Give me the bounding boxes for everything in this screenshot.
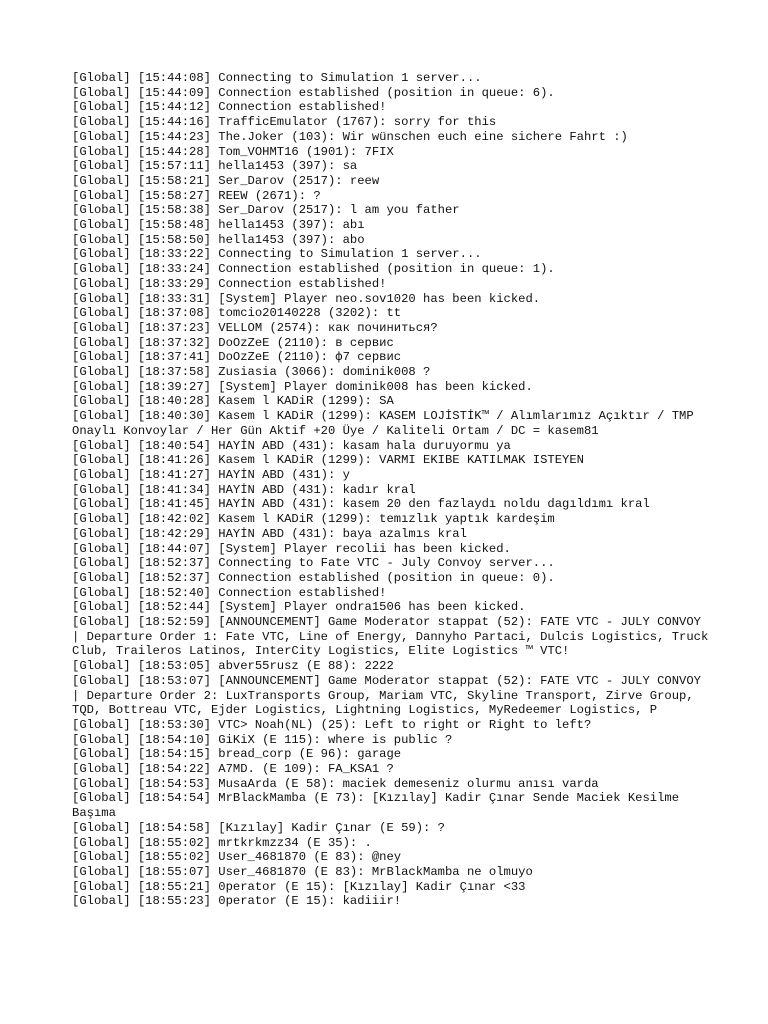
log-line: [Global] [15:44:09] Connection established (position in queue: 6).: [72, 85, 555, 100]
log-line: [Global] [15:44:12] Connection established!: [72, 100, 387, 115]
log-line: [Global] [18:42:29] HAYİN ABD (431): baya azalmıs kral: [72, 526, 467, 541]
log-line: [Global] [18:55:23] 0perator (E 15): kadiiir!: [72, 894, 402, 909]
log-line: [Global] [15:44:28] Tom_VOHMT16 (1901): 7FIX: [72, 144, 394, 159]
log-line: [Global] [18:52:37] Connecting to Fate VTC - July Convoy server...: [72, 556, 555, 571]
log-line: [Global] [18:52:59] [ANNOUNCEMENT] Game Moderator stappat (52): FATE VTC - JULY CONVOY | Departure Order 1: Fate VTC, Line of Energy, Dannyho Partaci, Dulcis Logistics, Truck Club, Traileros Latinos, InterCity Logistics, Elite Logistics ™ VTC!: [72, 615, 716, 659]
log-line: [Global] [18:52:37] Connection established (position in queue: 0).: [72, 570, 555, 585]
log-line: [Global] [15:44:23] The.Joker (103): Wir wünschen euch eine sichere Fahrt :): [72, 129, 628, 144]
log-line: [Global] [18:53:05] abver55rusz (E 88): 2222: [72, 659, 394, 674]
log-line: [Global] [18:55:21] 0perator (E 15): [Kızılay] Kadir Çınar <33: [72, 879, 526, 894]
log-line: [Global] [18:44:07] [System] Player recolii has been kicked.: [72, 541, 511, 556]
log-line: [Global] [18:40:54] HAYİN ABD (431): kasam hala duruyormu ya: [72, 438, 511, 453]
log-line: [Global] [18:37:23] VELLOM (2574): как починиться?: [72, 320, 438, 335]
log-line: [Global] [18:37:32] DoOzZeE (2110): в сервис: [72, 335, 394, 350]
log-line: [Global] [18:33:31] [System] Player neo.sov1020 has been kicked.: [72, 291, 541, 306]
log-line: [Global] [18:41:34] HAYİN ABD (431): kadır kral: [72, 482, 416, 497]
log-line: [Global] [18:54:58] [Kızılay] Kadir Çınar (E 59): ?: [72, 820, 445, 835]
log-line: [Global] [18:55:02] User_4681870 (E 83): @ney: [72, 850, 402, 865]
log-line: [Global] [15:44:08] Connecting to Simulation 1 server...: [72, 71, 482, 85]
chat-log: [72, 71, 716, 909]
log-line: [Global] [18:40:28] Kasem l KADiR (1299): SA: [72, 394, 394, 409]
log-line: [Global] [18:55:07] User_4681870 (E 83): MrBlackMamba ne olmuyo: [72, 864, 533, 879]
log-line: [Global] [18:40:30] Kasem l KADiR (1299): KASEM LOJİSTİK™ / Alımlarımız Açıktır / TMP Onaylı Konvoylar / Her Gün Aktif +20 Üye / Kaliteli Ortam / DC = kasem81: [72, 409, 701, 438]
log-line: [Global] [18:53:30] VTC> Noah(NL) (25): Left to right or Right to left?: [72, 717, 592, 732]
log-line: [Global] [18:55:02] mrtkrkmzz34 (E 35): .: [72, 835, 372, 850]
log-line: [Global] [18:54:15] bread_corp (E 96): garage: [72, 747, 402, 762]
log-line: [Global] [15:44:16] TrafficEmulator (1767): sorry for this: [72, 115, 497, 130]
log-line: [Global] [18:33:29] Connection established!: [72, 276, 387, 291]
log-line: [Global] [18:37:08] tomcio20140228 (3202): tt: [72, 306, 402, 321]
log-line: [Global] [18:37:58] Zusiasia (3066): dominik008 ?: [72, 365, 431, 380]
log-line: [Global] [18:52:44] [System] Player ondra1506 has been kicked.: [72, 600, 526, 615]
log-line: [Global] [18:54:54] MrBlackMamba (E 73): [Kızılay] Kadir Çınar Sende Maciek Kesilme Başıma: [72, 791, 687, 821]
log-line: [Global] [18:41:26] Kasem l KADiR (1299): VARMI EKIBE KATILMAK ISTEYEN: [72, 453, 584, 468]
log-line: [Global] [18:52:40] Connection established!: [72, 585, 387, 600]
log-line: [Global] [18:54:53] MusaArda (E 58): maciek demeseniz olurmu anısı varda: [72, 776, 599, 791]
log-line: [Global] [18:33:22] Connecting to Simulation 1 server...: [72, 247, 482, 262]
log-line: [Global] [15:58:48] hella1453 (397): abı: [72, 218, 365, 233]
log-line: [Global] [15:58:38] Ser_Darov (2517): l am you father: [72, 203, 460, 218]
log-line: [Global] [15:58:27] REEW (2671): ?: [72, 188, 321, 203]
log-line: [Global] [18:42:02] Kasem l KADiR (1299): temızlık yaptık kardeşim: [72, 512, 555, 527]
log-line: [Global] [18:33:24] Connection established (position in queue: 1).: [72, 262, 555, 277]
log-line: [Global] [18:53:07] [ANNOUNCEMENT] Game Moderator stappat (52): FATE VTC - JULY CONVOY | Departure Order 2: LuxTransports Group, Mariam VTC, Skyline Transport, Zirve Group, TQD, Bottreau VTC, Ejder Logistics, Lightning Logistics, MyRedeemer Logistics, P: [72, 673, 709, 718]
log-line: [Global] [18:37:41] DoOzZeE (2110): ф7 сервис: [72, 350, 402, 365]
log-line: [Global] [18:41:27] HAYİN ABD (431): y: [72, 467, 350, 482]
log-line: [Global] [15:58:21] Ser_Darov (2517): reew: [72, 173, 380, 188]
log-line: [Global] [15:58:50] hella1453 (397): abo: [72, 232, 365, 247]
log-line: [Global] [18:54:10] GiKiX (E 115): where is public ?: [72, 732, 453, 747]
log-line: [Global] [18:54:22] A7MD. (E 109): FA_KSA1 ?: [72, 762, 394, 777]
log-line: [Global] [15:57:11] hella1453 (397): sa: [72, 159, 358, 174]
log-line: [Global] [18:41:45] HAYİN ABD (431): kasem 20 den fazlaydı noldu dagıldımı kral: [72, 497, 650, 512]
log-line: [Global] [18:39:27] [System] Player dominik008 has been kicked.: [72, 379, 533, 394]
